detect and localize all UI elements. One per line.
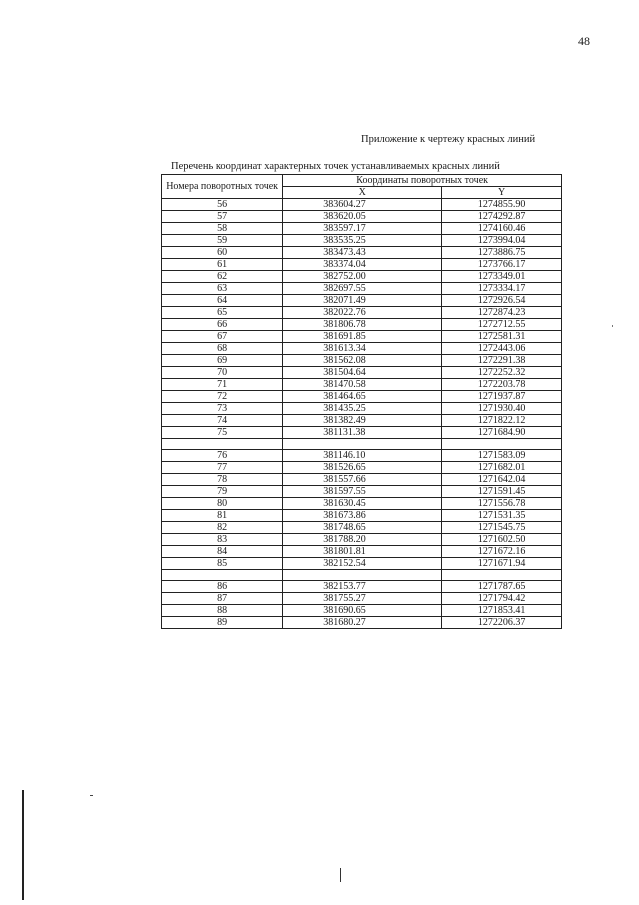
table-row (162, 223, 562, 235)
table-row (162, 427, 562, 439)
x-coordinate-cell: 382022.76 (283, 307, 442, 319)
table-row (162, 474, 562, 486)
x-coordinate-cell: 381755.27 (283, 593, 442, 605)
x-coordinate-cell: 381690.65 (283, 605, 442, 617)
table-row (162, 271, 562, 283)
empty-cell (283, 439, 442, 450)
table-row (162, 558, 562, 570)
point-number-cell: 77 (162, 462, 283, 474)
table-row (162, 295, 562, 307)
y-coordinate-cell: 1273334.17 (442, 283, 562, 295)
x-coordinate-cell: 381680.27 (283, 617, 442, 629)
x-coordinate-cell: 381806.78 (283, 319, 442, 331)
y-coordinate-cell: 1272203.78 (442, 379, 562, 391)
y-coordinate-cell: 1271556.78 (442, 498, 562, 510)
y-coordinate-cell: 1274160.46 (442, 223, 562, 235)
header-coordinates: Координаты поворотных точек (283, 175, 562, 187)
table-row (162, 581, 562, 593)
x-coordinate-cell: 382752.00 (283, 271, 442, 283)
point-number-cell: 80 (162, 498, 283, 510)
x-coordinate-cell: 381146.10 (283, 450, 442, 462)
point-number-cell: 64 (162, 295, 283, 307)
table-row (162, 450, 562, 462)
point-number-cell: 89 (162, 617, 283, 629)
y-coordinate-cell: 1271787.65 (442, 581, 562, 593)
point-number-cell: 79 (162, 486, 283, 498)
point-number-cell: 60 (162, 247, 283, 259)
x-coordinate-cell: 381673.86 (283, 510, 442, 522)
y-coordinate-cell: 1271684.90 (442, 427, 562, 439)
y-coordinate-cell: 1272206.37 (442, 617, 562, 629)
x-coordinate-cell: 381788.20 (283, 534, 442, 546)
appendix-label: Приложение к чертежу красных линий (361, 134, 536, 145)
table-body (162, 199, 562, 629)
point-number-cell: 65 (162, 307, 283, 319)
y-coordinate-cell: 1271671.94 (442, 558, 562, 570)
x-coordinate-cell: 383374.04 (283, 259, 442, 271)
point-number-cell: 78 (162, 474, 283, 486)
table-row (162, 319, 562, 331)
y-coordinate-cell: 1271591.45 (442, 486, 562, 498)
point-number-cell: 88 (162, 605, 283, 617)
point-number-cell: 57 (162, 211, 283, 223)
table-row (162, 211, 562, 223)
table-row (162, 283, 562, 295)
point-number-cell: 62 (162, 271, 283, 283)
point-number-cell: 83 (162, 534, 283, 546)
empty-cell (283, 570, 442, 581)
point-number-cell: 76 (162, 450, 283, 462)
y-coordinate-cell: 1271822.12 (442, 415, 562, 427)
table-row (162, 486, 562, 498)
x-coordinate-cell: 381613.34 (283, 343, 442, 355)
table-title: Перечень координат характерных точек устанавливаемых красных линий (171, 161, 500, 172)
y-coordinate-cell: 1272252.32 (442, 367, 562, 379)
y-coordinate-cell: 1273886.75 (442, 247, 562, 259)
point-number-cell: 74 (162, 415, 283, 427)
y-coordinate-cell: 1272443.06 (442, 343, 562, 355)
table-row (162, 391, 562, 403)
x-coordinate-cell: 382152.54 (283, 558, 442, 570)
x-coordinate-cell: 381557.66 (283, 474, 442, 486)
empty-cell (162, 570, 283, 581)
table-row (162, 331, 562, 343)
empty-cell (162, 439, 283, 450)
point-number-cell: 81 (162, 510, 283, 522)
x-coordinate-cell: 383473.43 (283, 247, 442, 259)
y-coordinate-cell: 1271602.50 (442, 534, 562, 546)
table-row (162, 617, 562, 629)
table-header-row (162, 175, 562, 187)
point-number-cell: 86 (162, 581, 283, 593)
table-row (162, 355, 562, 367)
x-coordinate-cell: 382153.77 (283, 581, 442, 593)
y-coordinate-cell: 1273766.17 (442, 259, 562, 271)
y-coordinate-cell: 1273349.01 (442, 271, 562, 283)
point-number-cell: 58 (162, 223, 283, 235)
header-y: Y (442, 187, 562, 199)
point-number-cell: 75 (162, 427, 283, 439)
point-number-cell: 87 (162, 593, 283, 605)
scan-speck (612, 325, 613, 327)
page-number: 48 (578, 34, 590, 48)
x-coordinate-cell: 381435.25 (283, 403, 442, 415)
x-coordinate-cell: 381597.55 (283, 486, 442, 498)
y-coordinate-cell: 1271545.75 (442, 522, 562, 534)
point-number-cell: 56 (162, 199, 283, 211)
x-coordinate-cell: 381691.85 (283, 331, 442, 343)
point-number-cell: 72 (162, 391, 283, 403)
x-coordinate-cell: 381464.65 (283, 391, 442, 403)
table-row (162, 247, 562, 259)
point-number-cell: 85 (162, 558, 283, 570)
y-coordinate-cell: 1271794.42 (442, 593, 562, 605)
y-coordinate-cell: 1271672.16 (442, 546, 562, 558)
y-coordinate-cell: 1273994.04 (442, 235, 562, 247)
y-coordinate-cell: 1272874.23 (442, 307, 562, 319)
coordinates-table (161, 174, 562, 629)
table-row (162, 307, 562, 319)
table-row (162, 259, 562, 271)
y-coordinate-cell: 1272712.55 (442, 319, 562, 331)
table-row (162, 343, 562, 355)
x-coordinate-cell: 383597.17 (283, 223, 442, 235)
point-number-cell: 59 (162, 235, 283, 247)
x-coordinate-cell: 382071.49 (283, 295, 442, 307)
x-coordinate-cell: 381562.08 (283, 355, 442, 367)
y-coordinate-cell: 1271682.01 (442, 462, 562, 474)
y-coordinate-cell: 1274855.90 (442, 199, 562, 211)
table-row (162, 379, 562, 391)
table-row (162, 546, 562, 558)
y-coordinate-cell: 1271642.04 (442, 474, 562, 486)
table-row (162, 522, 562, 534)
table-row (162, 199, 562, 211)
table-row (162, 534, 562, 546)
x-coordinate-cell: 383620.05 (283, 211, 442, 223)
point-number-cell: 70 (162, 367, 283, 379)
bottom-mark (340, 868, 341, 882)
header-x: X (283, 187, 442, 199)
point-number-cell: 61 (162, 259, 283, 271)
point-number-cell: 68 (162, 343, 283, 355)
table-row (162, 593, 562, 605)
table-gap-row (162, 439, 562, 450)
x-coordinate-cell: 381630.45 (283, 498, 442, 510)
y-coordinate-cell: 1271531.35 (442, 510, 562, 522)
point-number-cell: 69 (162, 355, 283, 367)
table-row (162, 235, 562, 247)
x-coordinate-cell: 382697.55 (283, 283, 442, 295)
x-coordinate-cell: 383604.27 (283, 199, 442, 211)
table-gap-row (162, 570, 562, 581)
point-number-cell: 73 (162, 403, 283, 415)
x-coordinate-cell: 381470.58 (283, 379, 442, 391)
table-row (162, 462, 562, 474)
y-coordinate-cell: 1272291.38 (442, 355, 562, 367)
x-coordinate-cell: 381504.64 (283, 367, 442, 379)
point-number-cell: 67 (162, 331, 283, 343)
point-number-cell: 63 (162, 283, 283, 295)
y-coordinate-cell: 1271937.87 (442, 391, 562, 403)
scan-speck (90, 795, 93, 796)
y-coordinate-cell: 1274292.87 (442, 211, 562, 223)
empty-cell (442, 570, 562, 581)
point-number-cell: 84 (162, 546, 283, 558)
point-number-cell: 82 (162, 522, 283, 534)
y-coordinate-cell: 1272581.31 (442, 331, 562, 343)
table-row (162, 605, 562, 617)
table-row (162, 403, 562, 415)
y-coordinate-cell: 1271853.41 (442, 605, 562, 617)
point-number-cell: 66 (162, 319, 283, 331)
x-coordinate-cell: 381526.65 (283, 462, 442, 474)
x-coordinate-cell: 381131.38 (283, 427, 442, 439)
x-coordinate-cell: 383535.25 (283, 235, 442, 247)
table-row (162, 367, 562, 379)
empty-cell (442, 439, 562, 450)
margin-line (22, 790, 24, 900)
header-point-number: Номера поворотных точек (162, 175, 283, 199)
table-row (162, 498, 562, 510)
y-coordinate-cell: 1271930.40 (442, 403, 562, 415)
table-row (162, 510, 562, 522)
y-coordinate-cell: 1272926.54 (442, 295, 562, 307)
x-coordinate-cell: 381382.49 (283, 415, 442, 427)
y-coordinate-cell: 1271583.09 (442, 450, 562, 462)
table-row (162, 415, 562, 427)
x-coordinate-cell: 381748.65 (283, 522, 442, 534)
x-coordinate-cell: 381801.81 (283, 546, 442, 558)
point-number-cell: 71 (162, 379, 283, 391)
